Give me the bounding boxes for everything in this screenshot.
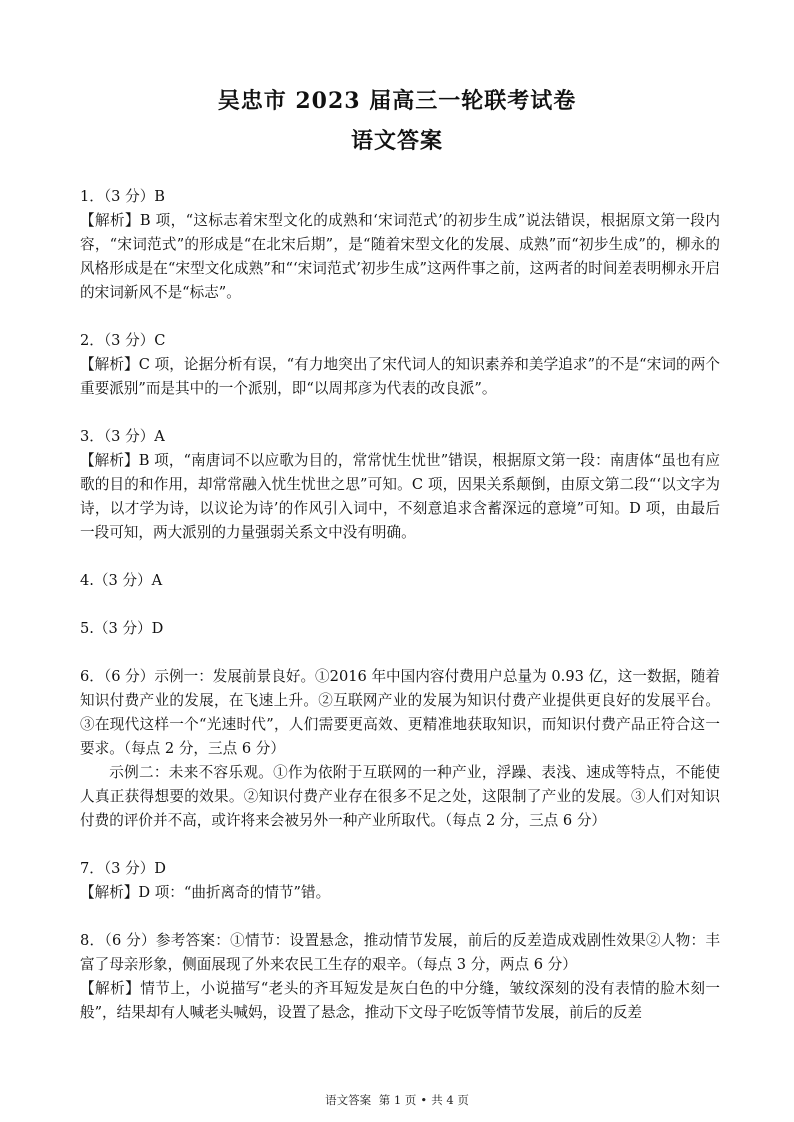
- answer-3-analysis: 【解析】B 项，“南唐词不以应歌为目的，常常忧生忧世”错误，根据原文第一段：南唐体“虽也有应歌的目的和作用，却常常融入忧生忧世之思”可知。C 项，因果关系颠倒，由原文第二段“‘以文字为诗，以才学为诗，以议论为诗’的作风引入词中，不刻意追求含蓄深远的意境”可知。D 项，由最后一段可知，两大派别的力量强弱关系文中没有明确。: [80, 452, 720, 541]
- answer-7-analysis: 【解析】D 项：“曲折离奇的情节”错。: [80, 884, 331, 901]
- answer-8-label: 8．（6 分）参考答案：①情节：设置悬念，推动情节发展，前后的反差造成戏剧性效果②人物：丰富了母亲形象，侧面展现了外来农民工生存的艰辛。（每点 3 分，两点 6 分）: [80, 932, 720, 973]
- answer-6-example-2: 示例二：未来不容乐观。①作为依附于互联网的一种产业，浮躁、表浅、速成等特点，不能使人真正获得想要的效果。②知识付费产业存在很多不足之处，这限制了产业的发展。③人们对知识付费的评价并不高，或许将来会被另外一种产业所取代。（每点 2 分，三点 6 分）: [80, 764, 720, 829]
- answer-6-example-1: 6．（6 分）示例一：发展前景良好。①2016 年中国内容付费用户总量为 0.93 亿，这一数据，随着知识付费产业的发展，在飞速上升。②互联网产业的发展为知识付费产业提供更良好的发展平台。③在现代这样一个“光速时代”，人们需要更高效、更精准地获取知识，而知识付费产品正符合这一要求。（每点 2 分，三点 6 分）: [80, 668, 720, 757]
- answer-3-label: 3．（3 分）A: [80, 428, 165, 445]
- answer-2-label: 2．（3 分）C: [80, 332, 166, 349]
- page-title: 吴忠市 2023 届高三一轮联考试卷: [217, 88, 577, 114]
- page-subtitle: 语文答案: [350, 128, 443, 154]
- answer-7-label: 7．（3 分）D: [80, 860, 166, 877]
- footer-separator: •: [420, 1093, 428, 1107]
- page-footer: [0, 1092, 794, 1108]
- answer-5-label: 5.（3 分）D: [80, 620, 164, 637]
- answer-1-label: 1．（3 分）B: [80, 188, 166, 205]
- answer-8-analysis: 【解析】情节上，小说描写“老头的齐耳短发是灰白色的中分缝，皱纹深刻的没有表情的脸木刻一般”，结果却有人喊老头喊妈，设置了悬念，推动下文母子吃饭等情节发展，前后的反差: [80, 980, 720, 1021]
- footer-doc-name: 语文答案: [325, 1093, 372, 1107]
- answer-1-analysis: 【解析】B 项，“这标志着宋型文化的成熟和‘宋词范式’的初步生成”说法错误，根据原文第一段内容，“宋词范式”的形成是“在北宋后期”，是“随着宋型文化的发展、成熟”而“初步生成”的，柳永的风格形成是在“宋型文化成熟”和“‘宋词范式’初步生成”这两件事之前，这两者的时间差表明柳永开启的宋词新风不是“标志”。: [80, 212, 720, 301]
- answer-2-analysis: 【解析】C 项，论据分析有误，“有力地突出了宋代词人的知识素养和美学追求”的不是“宋词的两个重要派别”而是其中的一个派别，即“以周邦彦为代表的改良派”。: [80, 356, 720, 397]
- answer-list: [80, 185, 720, 1025]
- answer-4-label: 4.（3 分）A: [80, 572, 163, 589]
- footer-page-total: 共 4 页: [431, 1093, 469, 1107]
- footer-page-number: 第 1 页: [378, 1093, 417, 1107]
